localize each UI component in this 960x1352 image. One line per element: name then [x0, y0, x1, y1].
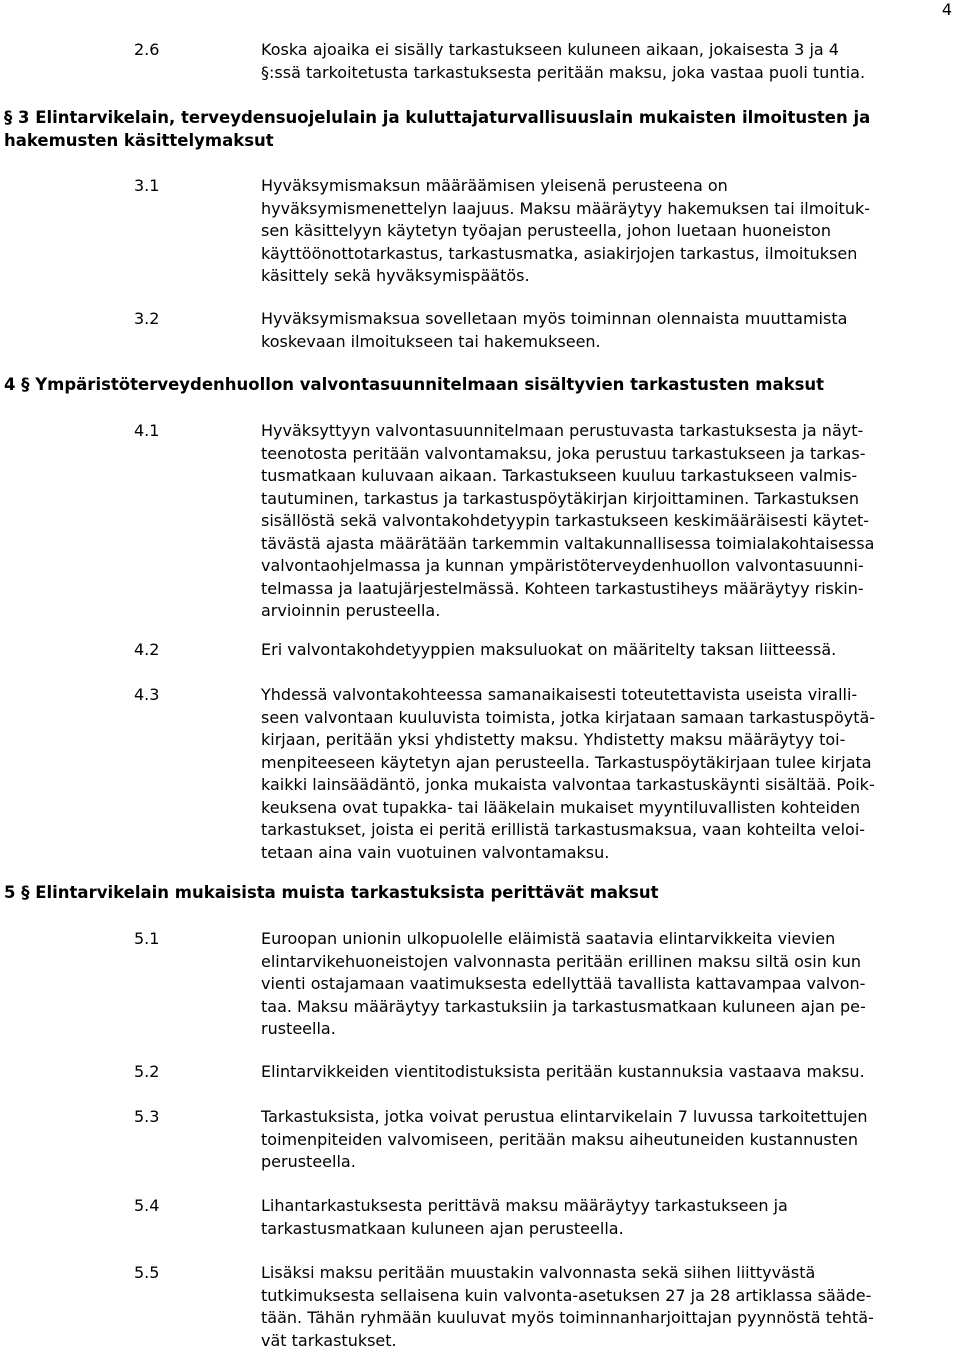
- heading-line: § 3 Elintarvikelain, terveydensuojelulain ja kuluttajaturvallisuuslain mukaisten ilmoitusten ja: [4, 107, 870, 130]
- section-number: 3.1: [134, 175, 159, 198]
- section-number: 5.3: [134, 1106, 159, 1129]
- heading-line: hakemusten käsittelymaksut: [4, 130, 870, 153]
- text-line: keuksena ovat tupakka- tai lääkelain mukaiset myyntiluvallisten kohteiden: [261, 797, 953, 820]
- heading-section-3: [4, 107, 870, 152]
- text-line: käyttöönottotarkastus, tarkastusmatka, asiakirjojen tarkastus, ilmoituksen: [261, 243, 953, 266]
- text-line: Yhdessä valvontakohteessa samanaikaisesti toteutettavista useista viralli-: [261, 684, 953, 707]
- text-line: telmassa ja laatujärjestelmässä. Kohteen tarkastustiheys määräytyy riskin-: [261, 578, 953, 601]
- section-text: [261, 175, 953, 288]
- text-line: tarkastukset, joista ei peritä erillistä tarkastusmaksua, vaan kohteilta veloi-: [261, 819, 953, 842]
- section-number: 2.6: [134, 39, 159, 62]
- section-text: [261, 420, 953, 623]
- text-line: vät tarkastukset.: [261, 1330, 953, 1352]
- section-number: 5.5: [134, 1262, 159, 1285]
- section-text: [261, 1106, 953, 1174]
- text-line: Koska ajoaika ei sisälly tarkastukseen kuluneen aikaan, jokaisesta 3 ja 4: [261, 39, 953, 62]
- text-line: koskevaan ilmoitukseen tai hakemukseen.: [261, 331, 953, 354]
- text-line: tään. Tähän ryhmään kuuluvat myös toiminnanharjoittajan pyynnöstä tehtä-: [261, 1307, 953, 1330]
- heading-line: 4 § Ympäristöterveydenhuollon valvontasuunnitelmaan sisältyvien tarkastusten maksut: [4, 374, 824, 397]
- text-line: toimenpiteiden valvomiseen, peritään maksu aiheutuneiden kustannusten: [261, 1129, 953, 1152]
- section-number: 5.1: [134, 928, 159, 951]
- text-line: Hyväksymismaksun määräämisen yleisenä perusteena on: [261, 175, 953, 198]
- text-line: sisällöstä sekä valvontakohdetyypin tarkastukseen keskimääräisesti käytet-: [261, 510, 953, 533]
- section-text: [261, 639, 953, 662]
- text-line: tävästä ajasta määrätään tarkemmin valtakunnallisessa toimialakohtaisessa: [261, 533, 953, 556]
- text-line: arvioinnin perusteella.: [261, 600, 953, 623]
- text-line: Tarkastuksista, jotka voivat perustua elintarvikelain 7 luvussa tarkoitettujen: [261, 1106, 953, 1129]
- text-line: hyväksymismenettelyn laajuus. Maksu määräytyy hakemuksen tai ilmoituk-: [261, 198, 953, 221]
- text-line: Euroopan unionin ulkopuolelle eläimistä saatavia elintarvikkeita vievien: [261, 928, 953, 951]
- section-number: 5.4: [134, 1195, 159, 1218]
- section-number: 3.2: [134, 308, 159, 331]
- heading-line: 5 § Elintarvikelain mukaisista muista tarkastuksista perittävät maksut: [4, 882, 658, 905]
- heading-section-4: [4, 374, 824, 397]
- section-text: [261, 928, 953, 1041]
- text-line: menpiteeseen käytetyn ajan perusteella. Tarkastuspöytäkirjaan tulee kirjata: [261, 752, 953, 775]
- page-number: 4: [942, 0, 952, 20]
- text-line: §:ssä tarkoitetusta tarkastuksesta peritään maksu, joka vastaa puoli tuntia.: [261, 62, 953, 85]
- section-number: 4.3: [134, 684, 159, 707]
- text-line: käsittely sekä hyväksymispäätös.: [261, 265, 953, 288]
- text-line: teenotosta peritään valvontamaksu, joka perustuu tarkastukseen ja tarkas-: [261, 443, 953, 466]
- text-line: kirjaan, peritään yksi yhdistetty maksu. Yhdistetty maksu määräytyy toi-: [261, 729, 953, 752]
- text-line: Elintarvikkeiden vientitodistuksista peritään kustannuksia vastaava maksu.: [261, 1061, 953, 1084]
- text-line: Hyväksyttyyn valvontasuunnitelmaan perustuvasta tarkastuksesta ja näyt-: [261, 420, 953, 443]
- section-text: [261, 1061, 953, 1084]
- text-line: perusteella.: [261, 1151, 953, 1174]
- section-text: [261, 1195, 953, 1240]
- text-line: tarkastusmatkaan kuluneen ajan perusteella.: [261, 1218, 953, 1241]
- text-line: seen valvontaan kuuluvista toimista, jotka kirjataan samaan tarkastuspöytä-: [261, 707, 953, 730]
- text-line: rusteella.: [261, 1018, 953, 1041]
- text-line: Hyväksymismaksua sovelletaan myös toiminnan olennaista muuttamista: [261, 308, 953, 331]
- text-line: tetaan aina vain vuotuinen valvontamaksu.: [261, 842, 953, 865]
- heading-section-5: [4, 882, 658, 905]
- section-number: 4.2: [134, 639, 159, 662]
- section-text: [261, 39, 953, 84]
- text-line: tutkimuksesta sellaisena kuin valvonta-asetuksen 27 ja 28 artiklassa sääde-: [261, 1285, 953, 1308]
- text-line: kaikki lainsäädäntö, jonka mukaista valvontaa tarkastuskäynti sisältää. Poik-: [261, 774, 953, 797]
- section-text: [261, 1262, 953, 1352]
- text-line: taa. Maksu määräytyy tarkastuksiin ja tarkastusmatkaan kuluneen ajan pe-: [261, 996, 953, 1019]
- text-line: sen käsittelyyn käytetyn työajan perusteella, johon luetaan huoneiston: [261, 220, 953, 243]
- text-line: valvontaohjelmassa ja kunnan ympäristöterveydenhuollon valvontasuunni-: [261, 555, 953, 578]
- text-line: tusmatkaan kuluvaan aikaan. Tarkastukseen kuuluu tarkastukseen valmis-: [261, 465, 953, 488]
- section-text: [261, 684, 953, 864]
- text-line: Lihantarkastuksesta perittävä maksu määräytyy tarkastukseen ja: [261, 1195, 953, 1218]
- text-line: tautuminen, tarkastus ja tarkastuspöytäkirjan kirjoittaminen. Tarkastuksen: [261, 488, 953, 511]
- section-number: 5.2: [134, 1061, 159, 1084]
- text-line: Lisäksi maksu peritään muustakin valvonnasta sekä siihen liittyvästä: [261, 1262, 953, 1285]
- section-text: [261, 308, 953, 353]
- text-line: vienti ostajamaan vaatimuksesta edellyttää tavallista kattavampaa valvon-: [261, 973, 953, 996]
- section-number: 4.1: [134, 420, 159, 443]
- text-line: elintarvikehuoneistojen valvonnasta peritään erillinen maksu siltä osin kun: [261, 951, 953, 974]
- text-line: Eri valvontakohdetyyppien maksuluokat on määritelty taksan liitteessä.: [261, 639, 953, 662]
